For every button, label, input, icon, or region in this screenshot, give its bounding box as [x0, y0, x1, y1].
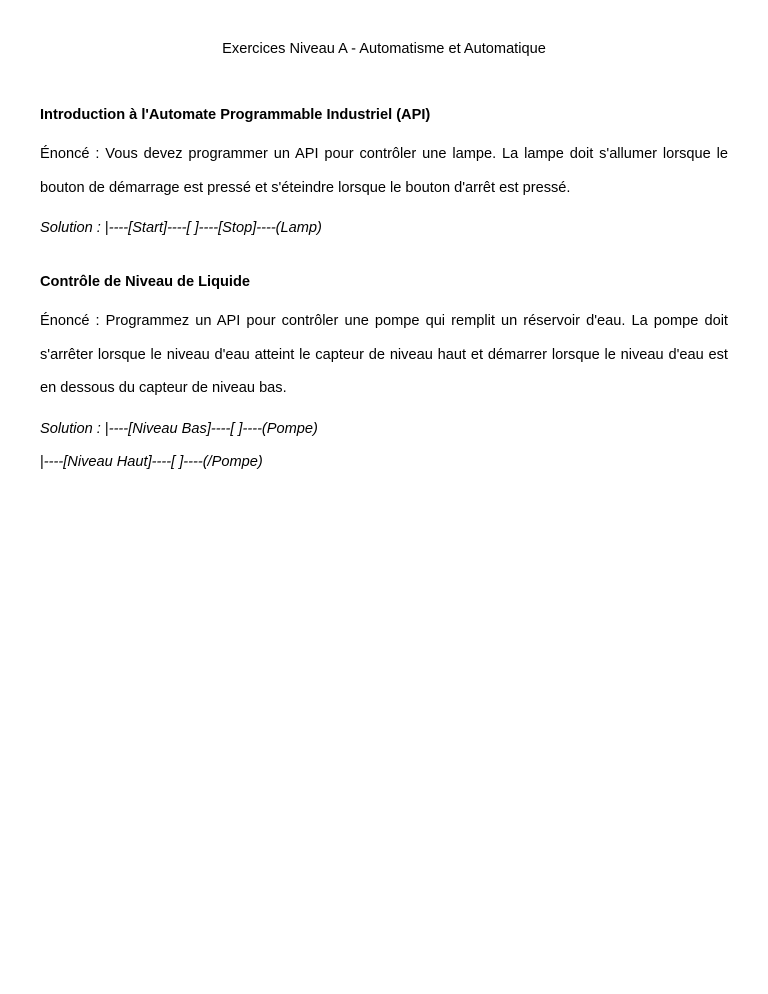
solution-label: Solution :	[40, 420, 105, 437]
exercise-section-api-intro	[40, 105, 728, 238]
ladder-code: |----[Niveau Haut]----[ ]----(/Pompe)	[40, 453, 263, 470]
solution-label: Solution :	[40, 220, 105, 236]
ladder-code: |----[Niveau Bas]----[ ]----(Pompe)	[104, 420, 318, 437]
solution-line-continued	[40, 452, 728, 472]
ladder-code: |----[Start]----[ ]----[Stop]----(Lamp)	[104, 220, 322, 236]
exercise-section-liquid-level	[40, 272, 728, 472]
solution-line	[40, 419, 728, 439]
document-title: Exercices Niveau A - Automatisme et Automatique	[222, 41, 546, 57]
exercise-statement: Énoncé : Programmez un API pour contrôler une pompe qui remplit un réservoir d'eau. La pompe doit s'arrêter lorsque le niveau d'eau atteint le capteur de niveau haut et démarrer lorsque le niveau d'eau est en dessous du capteur de niveau bas.	[40, 313, 728, 396]
solution-line	[40, 218, 728, 238]
section-heading: Introduction à l'Automate Programmable Industriel (API)	[40, 107, 431, 123]
section-heading: Contrôle de Niveau de Liquide	[40, 274, 251, 290]
exercise-statement: Énoncé : Vous devez programmer un API pour contrôler une lampe. La lampe doit s'allumer lorsque le bouton de démarrage est pressé et s'éteindre lorsque le bouton d'arrêt est pressé.	[40, 146, 728, 196]
